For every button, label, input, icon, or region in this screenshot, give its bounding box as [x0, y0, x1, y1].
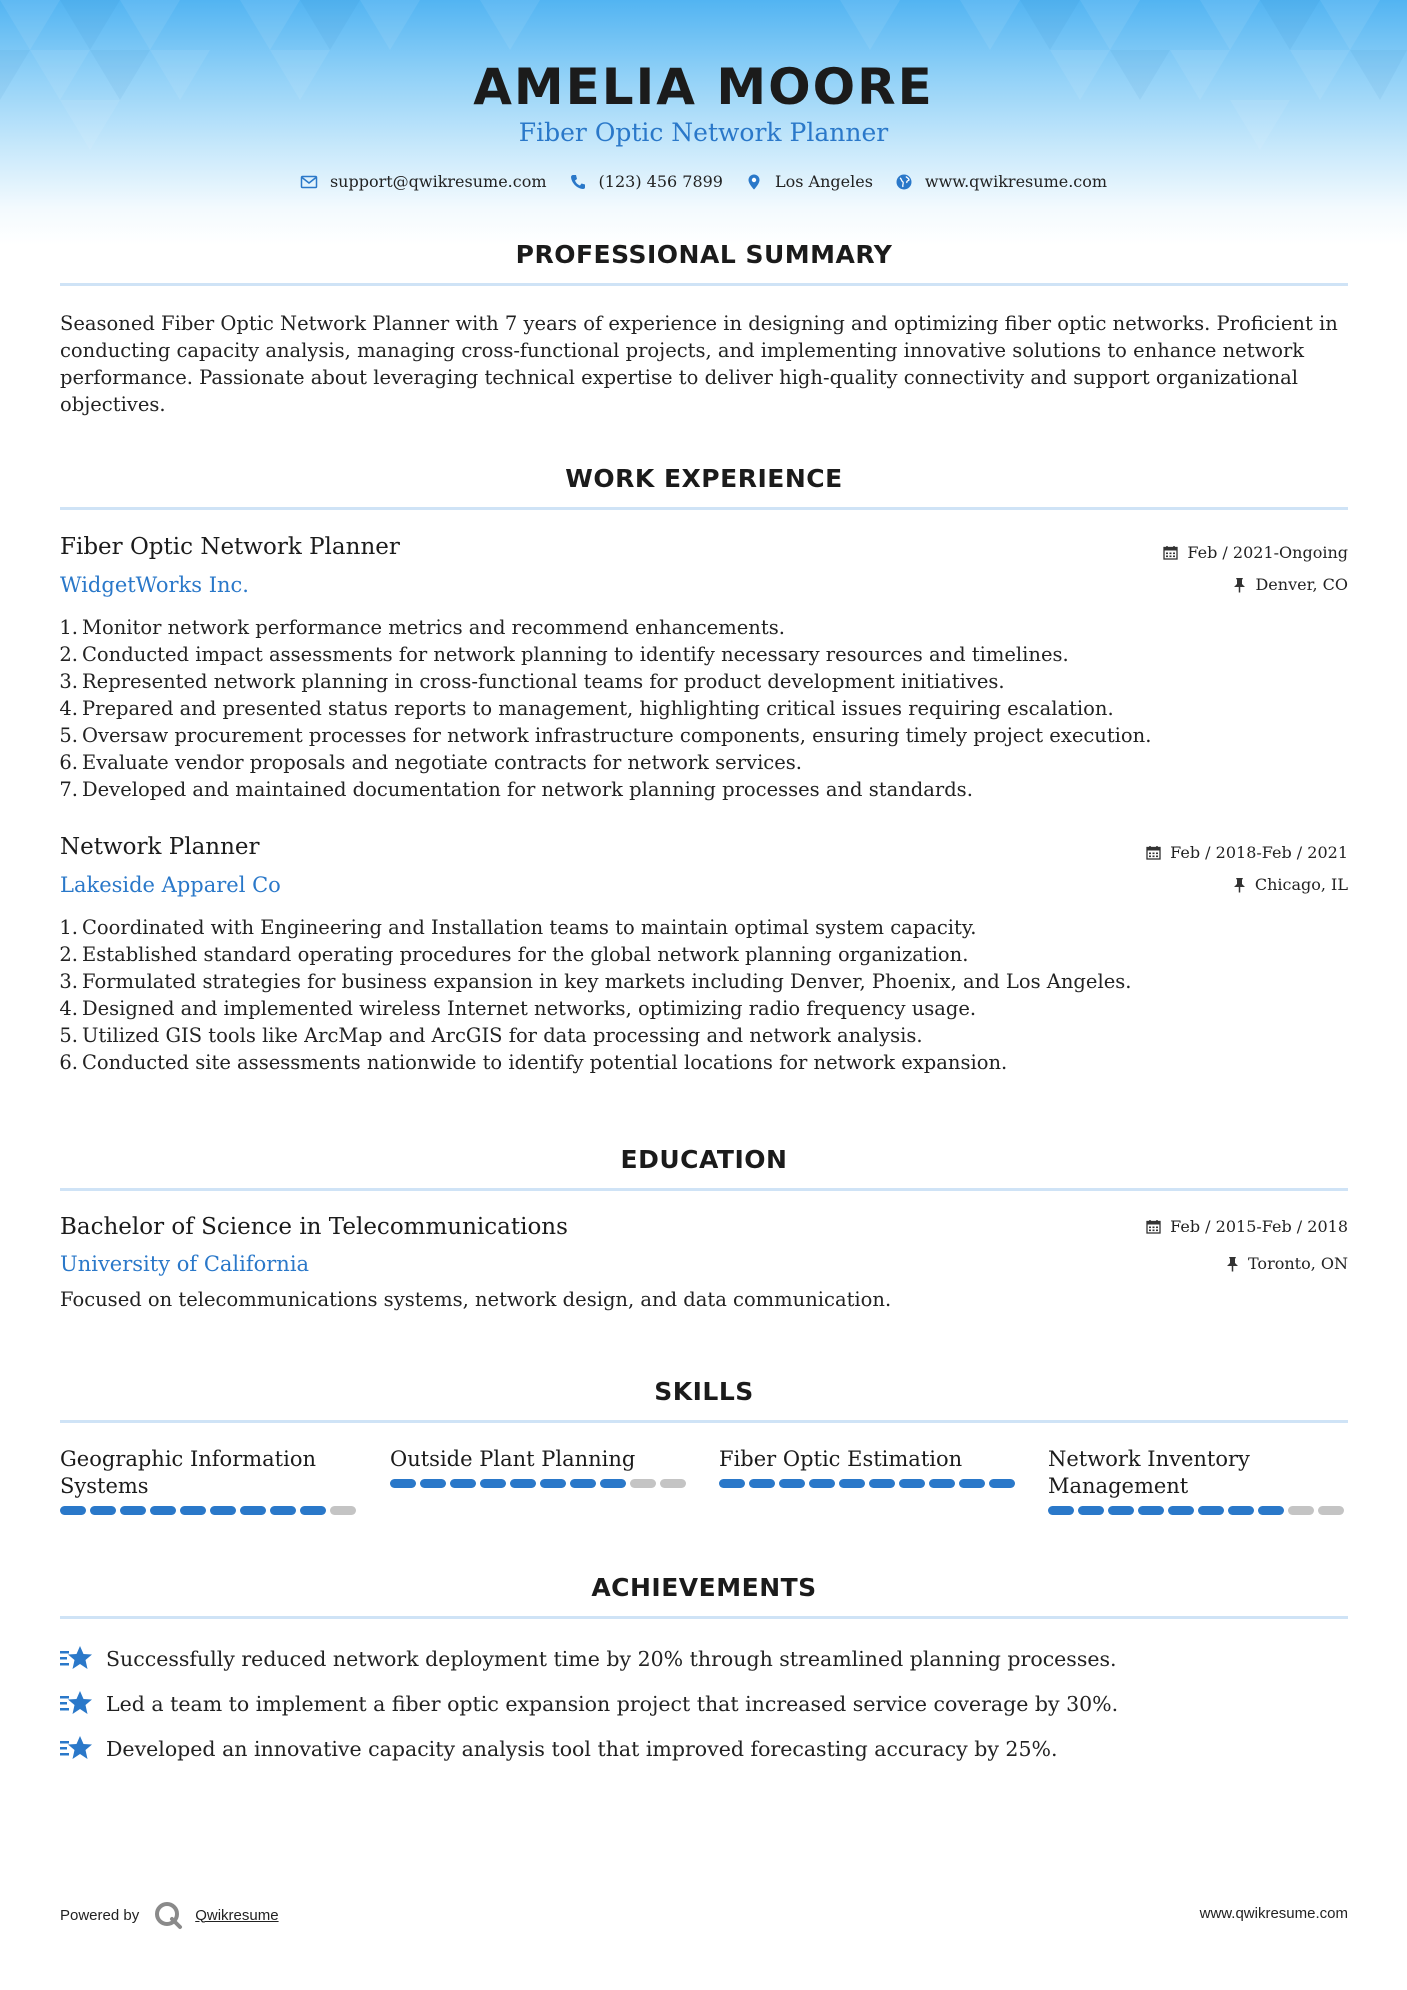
qwikresume-logo-icon	[153, 1900, 183, 1930]
skill-rating-bar	[390, 1479, 690, 1488]
powered-by-label: Powered by	[60, 1906, 140, 1924]
skill-segment	[630, 1479, 656, 1488]
list-item: 5. Oversaw procurement processes for network infrastructure components, ensuring timely project execution.	[59, 724, 1152, 747]
calendar-icon	[1163, 545, 1178, 560]
skill-segment	[869, 1479, 895, 1488]
list-item: 3. Formulated strategies for business expansion in key markets including Denver, Phoenix, and Los Angeles.	[59, 970, 1132, 993]
skill-segment	[1078, 1506, 1104, 1515]
job-title: Network Planner	[60, 834, 260, 860]
skill-segment	[929, 1479, 955, 1488]
experience-heading: WORK EXPERIENCE	[565, 464, 843, 493]
contact-bar	[0, 172, 1407, 191]
contact-location	[745, 172, 873, 191]
skill-segment	[779, 1479, 805, 1488]
experience-divider	[60, 507, 1348, 510]
skills-heading: SKILLS	[654, 1377, 754, 1406]
list-item: 6. Evaluate vendor proposals and negotiate contracts for network services.	[59, 751, 802, 774]
education-dates	[1146, 1217, 1348, 1236]
list-item: 2. Established standard operating procedures for the global network planning organization.	[59, 943, 969, 966]
skill-segment	[749, 1479, 775, 1488]
education-heading: EDUCATION	[620, 1145, 788, 1174]
skill-segment	[1048, 1506, 1074, 1515]
pushpin-icon	[1233, 577, 1246, 593]
skill-segment	[1318, 1506, 1344, 1515]
job-location	[1233, 875, 1348, 894]
list-item: 1. Coordinated with Engineering and Installation teams to maintain optimal system capacity.	[59, 916, 977, 939]
footer-powered-by	[60, 1900, 279, 1930]
skill-segment	[150, 1506, 176, 1515]
skill-segment	[510, 1479, 536, 1488]
list-item: 4. Prepared and presented status reports to management, highlighting critical issues requiring escalation.	[59, 697, 1114, 720]
star-icon	[60, 1644, 94, 1674]
achievement-item	[60, 1644, 1117, 1674]
skill-segment	[1258, 1506, 1284, 1515]
education-description: Focused on telecommunications systems, network design, and data communication.	[60, 1288, 892, 1311]
skill-name: Fiber Optic Estimation	[719, 1447, 963, 1471]
skill-segment	[450, 1479, 476, 1488]
skill-segment	[1138, 1506, 1164, 1515]
job-title: Fiber Optic Network Planner	[60, 534, 400, 560]
contact-email[interactable]	[300, 172, 547, 191]
summary-divider	[60, 283, 1348, 286]
brand-link[interactable]: Qwikresume	[195, 1906, 279, 1924]
job-location-text: Denver, CO	[1255, 575, 1348, 594]
phone-icon	[569, 173, 587, 191]
job-dates-text: Feb / 2021-Ongoing	[1187, 543, 1348, 562]
skill-segment	[60, 1506, 86, 1515]
skill-segment	[570, 1479, 596, 1488]
list-item: 4. Designed and implemented wireless Internet networks, optimizing radio frequency usage.	[59, 997, 977, 1020]
skill-name: Outside Plant Planning	[390, 1447, 636, 1471]
achievement-text: Led a team to implement a fiber optic expansion project that increased service coverage by 30%.	[106, 1692, 1119, 1716]
job-location-text: Chicago, IL	[1254, 875, 1348, 894]
skill-segment	[270, 1506, 296, 1515]
skill-name: Geographic Information Systems	[60, 1447, 316, 1498]
footer-website[interactable]: www.qwikresume.com	[1199, 1905, 1348, 1922]
skill-segment	[719, 1479, 745, 1488]
education-location-text: Toronto, ON	[1248, 1254, 1348, 1273]
job-company: WidgetWorks Inc.	[60, 573, 249, 597]
skill-segment	[240, 1506, 266, 1515]
job-bullets	[56, 614, 1346, 803]
skill-segment	[1288, 1506, 1314, 1515]
list-item: 3. Represented network planning in cross-functional teams for product development initiatives.	[59, 670, 1005, 693]
job-location	[1233, 575, 1348, 594]
skill-segment	[540, 1479, 566, 1488]
skill-item	[390, 1446, 690, 1488]
list-item: 1. Monitor network performance metrics and recommend enhancements.	[59, 616, 785, 639]
skill-segment	[480, 1479, 506, 1488]
skills-divider	[60, 1420, 1348, 1423]
skill-segment	[959, 1479, 985, 1488]
skill-segment	[660, 1479, 686, 1488]
job-dates	[1146, 843, 1348, 862]
achievements-heading: ACHIEVEMENTS	[591, 1573, 817, 1602]
education-divider	[60, 1188, 1348, 1191]
pushpin-icon	[1226, 1256, 1239, 1272]
achievements-divider	[60, 1616, 1348, 1619]
skill-segment	[210, 1506, 236, 1515]
list-item: 2. Conducted impact assessments for network planning to identify necessary resources and timelines.	[59, 643, 1069, 666]
skill-segment	[330, 1506, 356, 1515]
skill-name: Network Inventory Management	[1048, 1447, 1250, 1498]
skill-item	[60, 1446, 360, 1515]
skill-segment	[600, 1479, 626, 1488]
skill-segment	[989, 1479, 1015, 1488]
summary-heading: PROFESSIONAL SUMMARY	[515, 240, 893, 269]
skill-rating-bar	[719, 1479, 1019, 1488]
education-dates-text: Feb / 2015-Feb / 2018	[1170, 1217, 1348, 1236]
skill-segment	[1108, 1506, 1134, 1515]
job-bullets	[56, 914, 1346, 1076]
list-item: 6. Conducted site assessments nationwide to identify potential locations for network expansion.	[59, 1051, 1008, 1074]
achievement-text: Developed an innovative capacity analysis tool that improved forecasting accuracy by 25%.	[106, 1737, 1058, 1761]
skill-segment	[899, 1479, 925, 1488]
star-icon	[60, 1734, 94, 1764]
list-item: 7. Developed and maintained documentation for network planning processes and standards.	[59, 778, 973, 801]
list-item: 5. Utilized GIS tools like ArcMap and ArcGIS for data processing and network analysis.	[59, 1024, 923, 1047]
skill-segment	[90, 1506, 116, 1515]
skill-segment	[180, 1506, 206, 1515]
website-text: www.qwikresume.com	[924, 172, 1108, 191]
skill-segment	[1168, 1506, 1194, 1515]
achievement-item	[60, 1734, 1058, 1764]
location-text: Los Angeles	[774, 172, 873, 191]
contact-phone[interactable]	[569, 172, 723, 191]
skill-segment	[1198, 1506, 1224, 1515]
skill-segment	[809, 1479, 835, 1488]
candidate-title: Fiber Optic Network Planner	[518, 118, 889, 147]
skill-rating-bar	[1048, 1506, 1348, 1515]
skill-rating-bar	[60, 1506, 360, 1515]
skill-segment	[1228, 1506, 1254, 1515]
skill-segment	[839, 1479, 865, 1488]
skill-item	[719, 1446, 1019, 1488]
job-company: Lakeside Apparel Co	[60, 873, 281, 897]
skill-segment	[420, 1479, 446, 1488]
contact-website[interactable]	[895, 172, 1107, 191]
calendar-icon	[1146, 845, 1161, 860]
job-dates	[1163, 543, 1348, 562]
achievement-text: Successfully reduced network deployment time by 20% through streamlined planning processes.	[106, 1647, 1117, 1671]
skill-segment	[300, 1506, 326, 1515]
globe-icon	[895, 173, 913, 191]
map-pin-icon	[745, 173, 763, 191]
skill-item	[1048, 1446, 1348, 1515]
school-name: University of California	[60, 1252, 310, 1276]
summary-text: Seasoned Fiber Optic Network Planner with 7 years of experience in designing and optimizing fiber optic networks. Proficient in conducting capacity analysis, managing cross-functional projects, and implementing innovative solutions to enhance network performance. Passionate about leveraging technical expertise to deliver high-quality connectivity and support organizational objectives.	[60, 312, 1338, 416]
skill-segment	[120, 1506, 146, 1515]
job-dates-text: Feb / 2018-Feb / 2021	[1170, 843, 1348, 862]
star-icon	[60, 1689, 94, 1719]
calendar-icon	[1146, 1219, 1161, 1234]
achievement-item	[60, 1689, 1118, 1719]
degree-title: Bachelor of Science in Telecommunications	[60, 1214, 568, 1240]
email-text: support@qwikresume.com	[329, 172, 547, 191]
candidate-name: AMELIA MOORE	[473, 58, 934, 116]
phone-text: (123) 456 7899	[598, 172, 723, 191]
education-location	[1226, 1254, 1348, 1273]
skill-segment	[390, 1479, 416, 1488]
pushpin-icon	[1233, 877, 1246, 893]
envelope-icon	[300, 173, 318, 191]
